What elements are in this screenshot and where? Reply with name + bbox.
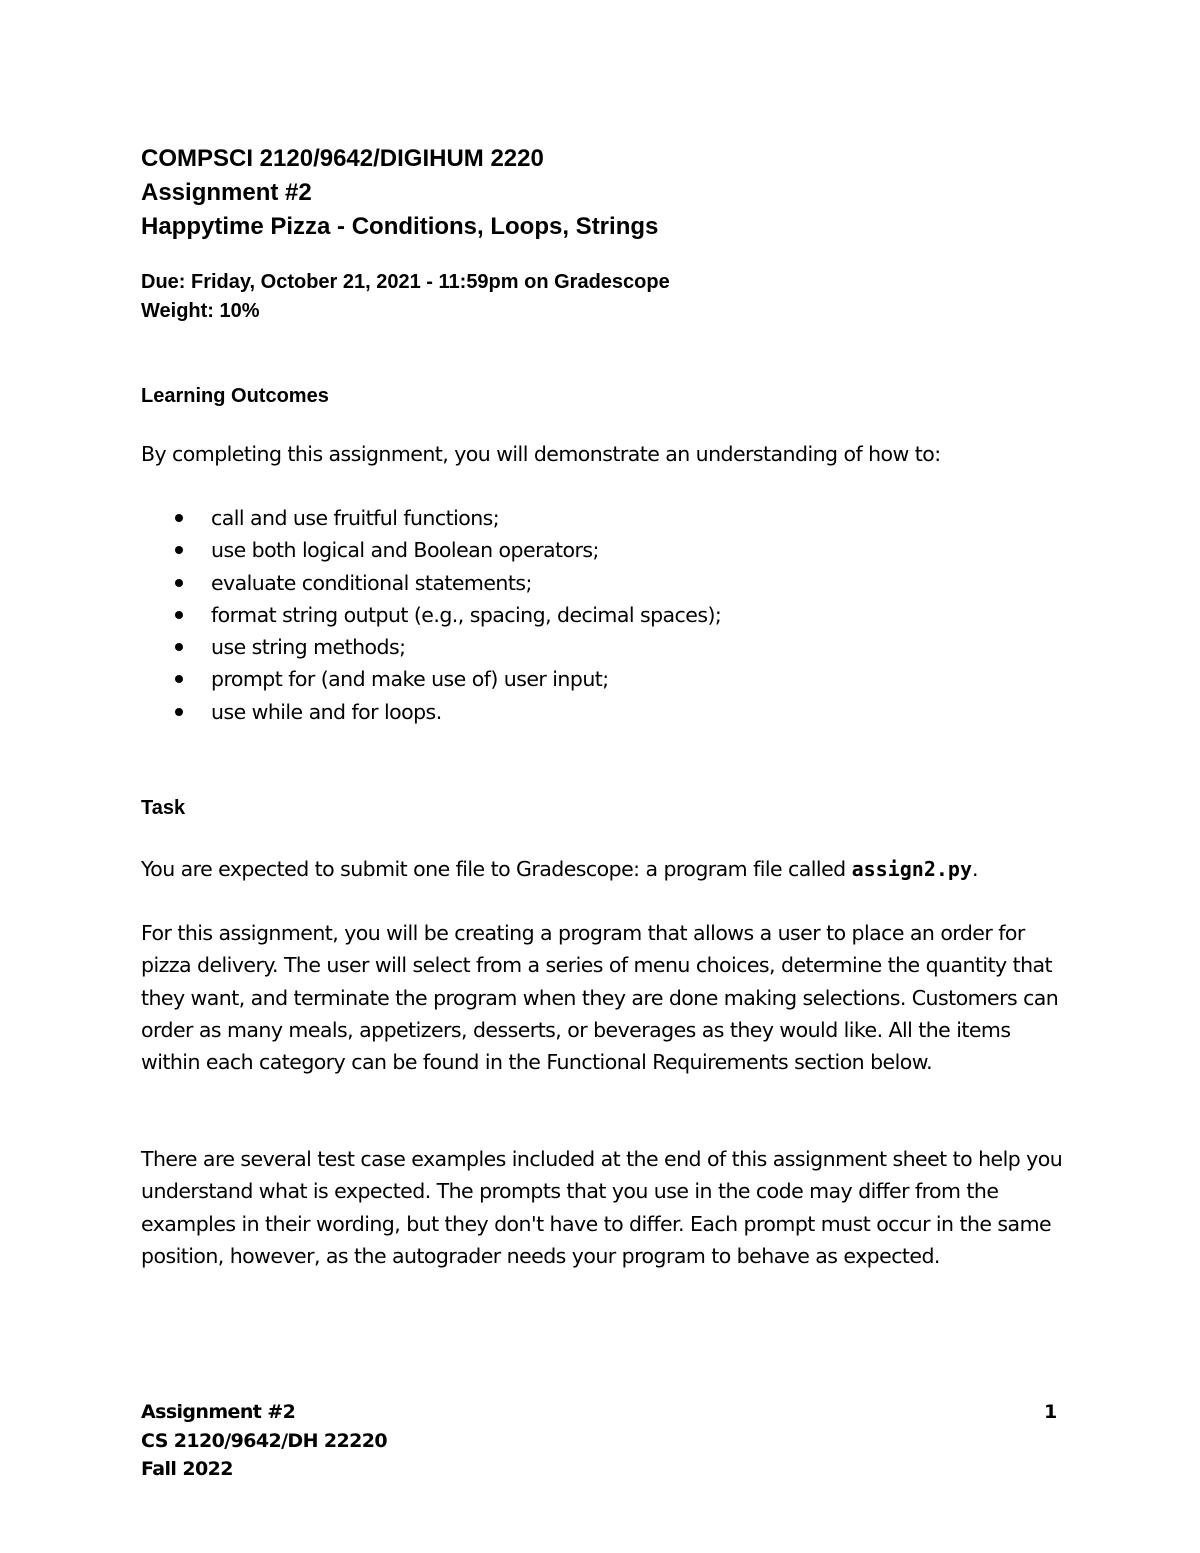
list-item — [141, 599, 1041, 631]
learning-outcomes-list — [141, 502, 1041, 728]
list-item-text: use both logical and Boolean operators; — [211, 538, 599, 563]
footer-assignment: Assignment #2 — [141, 1401, 296, 1423]
test-cases-paragraph: There are several test case examples included at the end of this assignment sheet to help you understand what is expected. The prompts that you use in the code may differ from the examples in their wording, but they don't have to differ. Each prompt must occur in the same position, however, as the autograder needs your program to behave as expected. — [141, 1147, 1063, 1268]
footer-term: Fall 2022 — [141, 1458, 233, 1480]
list-item-text: call and use fruitful functions; — [211, 506, 500, 530]
submission-end: . — [972, 857, 978, 881]
learning-outcomes-intro: By completing this assignment, you will demonstrate an understanding of how to: — [141, 442, 941, 466]
bullet-icon — [175, 611, 183, 619]
list-item-text: format string output (e.g., spacing, decimal spaces); — [211, 602, 722, 627]
list-item-text: prompt for (and make use of) user input; — [211, 667, 609, 692]
bullet-icon — [175, 708, 183, 716]
due-info — [141, 268, 1071, 326]
bullet-icon — [175, 514, 183, 522]
list-item-text: use while and for loops. — [211, 699, 442, 724]
submission-text: You are expected to submit one file to Gradescope: a program file called — [141, 857, 852, 881]
list-item — [141, 534, 1041, 566]
assignment-number: Assignment #2 — [141, 179, 312, 206]
due-date: Due: Friday, October 21, 2021 - 11:59pm on Gradescope — [141, 271, 670, 293]
assignment-title: Happytime Pizza - Conditions, Loops, Strings — [141, 213, 659, 240]
bullet-icon — [175, 675, 183, 683]
footer-course: CS 2120/9642/DH 22220 — [141, 1429, 388, 1452]
page-footer — [141, 1398, 387, 1484]
page-number: 1 — [1044, 1401, 1058, 1423]
list-item — [141, 502, 1041, 534]
assignment-weight: Weight: 10% — [141, 300, 260, 322]
task-heading: Task — [141, 797, 186, 819]
document-header — [141, 142, 1071, 244]
list-item-text: use string methods; — [211, 635, 406, 660]
task-submission-line — [141, 853, 1071, 885]
bullet-icon — [175, 643, 183, 651]
list-item — [141, 696, 1041, 728]
bullet-icon — [175, 546, 183, 554]
bullet-icon — [175, 579, 183, 587]
program-filename: assign2.py — [851, 857, 972, 881]
course-code: COMPSCI 2120/9642/DIGIHUM 2220 — [141, 145, 544, 172]
task-description-paragraph: For this assignment, you will be creating a program that allows a user to place an order for pizza delivery. The user will select from a series of menu choices, determine the quantity that they want, and terminate the program when they are done making selections. Customers can order as many meals, appetizers, desserts, or beverages as they would like. All the items within each category can be found in the Functional Requirements section below. — [141, 921, 1059, 1075]
list-item — [141, 631, 1041, 663]
learning-outcomes-heading: Learning Outcomes — [141, 385, 329, 407]
list-item — [141, 567, 1041, 599]
list-item — [141, 663, 1041, 695]
list-item-text: evaluate conditional statements; — [211, 570, 532, 595]
